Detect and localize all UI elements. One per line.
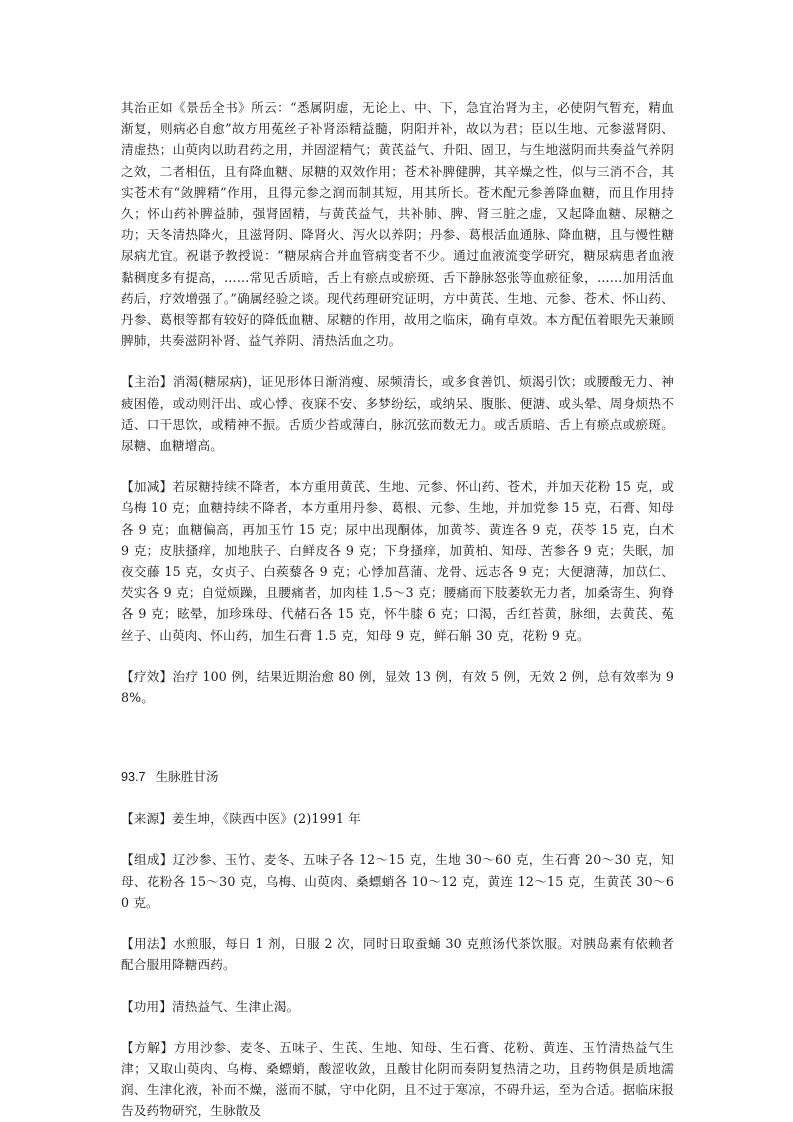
modifications-text: 若尿糖持续不降者，本方重用黄芪、生地、元参、怀山药、苍术，并加天花粉 15 克，或乌梅 10 克；血糖持续不降者，本方重用丹参、葛根、元参、生地，并加党参 15 克，石膏、知母各 9 克；血糖偏高，再加玉竹 15 克；尿中出现酮体，加黄芩、黄连各 9 克，茯苓 15 克，白术 9 克；皮肤搔痒，加地肤子、白鲜皮各 9 克；下身搔痒，加黄柏、知母、苦参各 9 克；失眠，加夜交藤 15 克，女贞子、白蒺藜各 9 克；心悸加菖蒲、龙骨、远志各 9 克；大便溏薄，加苡仁、芡实各 9 克；自觉烦躁，且腰痛者，加肉桂 1.5～3 克；腰痛而下肢萎软无力者，加桑寄生、狗脊各 9 克；眩晕，加珍珠母、代赭石各 15 克，怀牛膝 6 克；口渴，舌红苔黄，脉细，去黄芪、菟丝子、山萸肉、怀山药，加生石膏 1.5 克，知母 9 克，鲜石斛 30 克，花粉 9 克。 <box>121 479 674 643</box>
explanation-text: 方用沙参、麦冬、五味子、生芪、生地、知母、生石膏、花粉、黄连、玉竹清热益气生津；又取山萸肉、乌梅、桑螵蛸，酸涩收敛，且酸甘化阴而奏阴复热清之功，且药物俱是质地濡润、生津化液，补而不燥，滋而不腻，守中化阴，且不过于寒凉，不碍升运，至为合适。据临床报告及药物研究，生脉散及 <box>121 1039 674 1119</box>
source-text: 姜生坤，《陕西中医》(2)1991 年 <box>171 811 361 827</box>
composition-label: 【组成】 <box>121 852 173 868</box>
function-text: 清热益气、生津止渴。 <box>171 998 300 1014</box>
indications-label: 【主治】 <box>121 374 173 390</box>
section-title: 生脉胜甘汤 <box>155 769 219 785</box>
section-number: 93.7 <box>121 770 146 785</box>
explanation-label: 【方解】 <box>121 1039 174 1055</box>
source-label: 【来源】 <box>121 811 172 827</box>
efficacy-text: 治疗 100 例，结果近期治愈 80 例，显效 13 例，有效 5 例，无效 2 例，总有效率为 98%。 <box>121 668 674 706</box>
composition-text: 辽沙参、玉竹、麦冬、五味子各 12～15 克，生地 30～60 克，生石膏 20～30 克，知母、花粉各 15～30 克，乌梅、山萸肉、桑螵蛸各 10～12 克，黄连 12～15 克，生黄芪 30～60 克。 <box>121 852 674 910</box>
modifications-paragraph <box>121 476 674 646</box>
explanation-paragraph <box>121 1037 674 1122</box>
section-heading <box>121 766 674 788</box>
usage-paragraph <box>121 933 674 975</box>
efficacy-label: 【疗效】 <box>121 668 173 684</box>
modifications-label: 【加减】 <box>121 479 173 495</box>
efficacy-paragraph <box>121 666 674 708</box>
usage-text: 水煎服，每日 1 剂，日服 2 次，同时日取蚕蛹 30 克煎汤代茶饮服。对胰岛素有依赖者配合服用降糖西药。 <box>121 936 674 973</box>
continued-paragraph: 其治正如《景岳全书》所云：“悉属阴虚，无论上、中、下，急宜治肾为主，必使阴气暂充，精血渐复，则病必自愈”故方用菟丝子补肾添精益髓，阴阳并补，故以为君；臣以生地、元参滋肾阴、清虚热；山萸肉以助君药之用，并固涩精气；黄芪益气、升阳、固卫，与生地滋阴而共奏益气养阴之效，二者相伍，且有降血糖、尿糖的双效作用；苍术补脾健脾，其辛燥之性，似与三消不合，其实苍术有“敛脾精”作用，且得元参之润而制其短，用其所长。苍术配元参善降血糖，而且作用持久；怀山药补脾益肺，强肾固精，与黄芪益气，共补肺、脾、肾三脏之虚，又起降血糖、尿糖之功；天冬清热降火，且滋肾阴、降肾火、泻火以养阴；丹参、葛根活血通脉、降血糖，且与慢性糖尿病尤宜。祝谌予教授说：“糖尿病合并血管病变者不少。通过血液流变学研究，糖尿病患者血液黏稠度多有提高，……常见舌质暗，舌上有瘀点或瘀斑、舌下静脉怒张等血瘀征象，……加用活血药后，疗效增强了。”确属经验之谈。现代药理研究证明，方中黄芪、生地、元参、苍术、怀山药、丹参、葛根等都有较好的降低血糖、尿糖的作用，故用之临床，确有卓效。本方配伍着眼先天兼顾脾肺，共奏滋阴补肾、益气养阴、清热活血之功。 <box>121 100 674 349</box>
source-paragraph <box>121 808 674 829</box>
usage-label: 【用法】 <box>121 936 174 952</box>
composition-paragraph <box>121 849 674 913</box>
document-page <box>121 97 674 1122</box>
function-label: 【功用】 <box>121 998 172 1014</box>
indications-text: 消渴(糖尿病)，证见形体日渐消瘦、尿频清长，或多食善饥、烦渴引饮；或腰酸无力、神疲困倦，或动则汗出、或心悸、夜寐不安、多梦纷纭，或纳呆、腹胀、便溏、或头晕、周身烦热不适、口干思饮，或精神不振。舌质少苔或薄白，脉沉弦而数无力。或舌质暗、舌上有瘀点或瘀斑。尿糖、血糖增高。 <box>121 374 674 454</box>
indications-paragraph <box>121 371 674 456</box>
function-paragraph <box>121 996 674 1017</box>
